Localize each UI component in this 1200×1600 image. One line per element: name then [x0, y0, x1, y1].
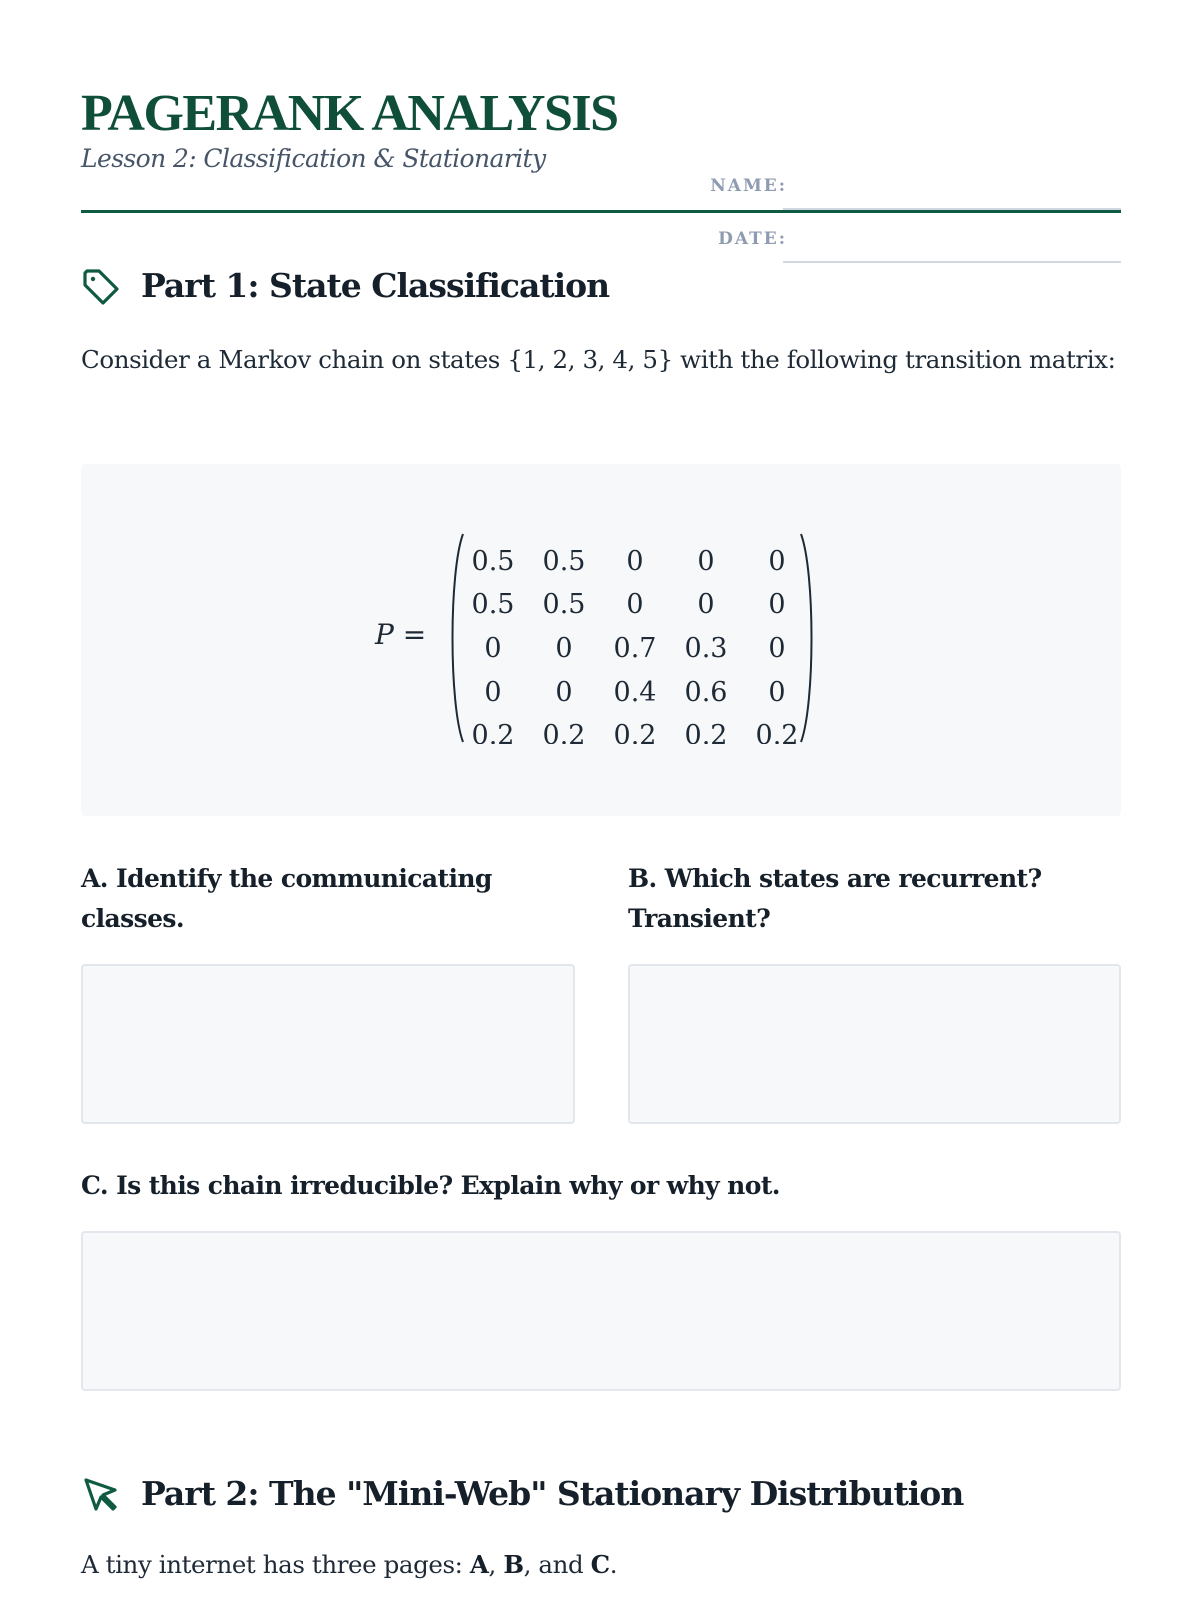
part2-intro-after: .: [609, 1550, 618, 1579]
matrix-cell: 0.5: [542, 589, 586, 620]
part2-sep1: ,: [488, 1550, 504, 1579]
matrix-cell: 0: [626, 589, 644, 620]
matrix-cell: 0.6: [684, 677, 728, 708]
answer-box-b[interactable]: [628, 964, 1121, 1124]
question-c: C. Is this chain irreducible? Explain why or why not.: [81, 1171, 780, 1200]
answer-box-a[interactable]: [81, 964, 575, 1124]
matrix-cell: 0.5: [471, 546, 515, 577]
page-b-label: B: [503, 1550, 524, 1579]
matrix-cell: 0: [484, 677, 502, 708]
matrix-cell: 0: [768, 546, 786, 577]
question-b: B. Which states are recurrent? Transient?: [628, 864, 1042, 933]
matrix-cell: 0.2: [471, 720, 515, 744]
matrix-cell: 0: [626, 546, 644, 577]
page-c-label: C: [590, 1550, 610, 1579]
matrix-cell: 0.5: [471, 589, 515, 620]
part2-title-text: Part 2: The "Mini-Web" Stationary Distribution: [141, 1474, 964, 1513]
date-field[interactable]: [707, 221, 1121, 261]
date-label: DATE:: [718, 229, 787, 249]
name-line[interactable]: [783, 208, 1121, 210]
lesson-subtitle: Lesson 2: Classification & Stationarity: [81, 144, 546, 173]
part2-intro-before: A tiny internet has three pages:: [81, 1550, 470, 1579]
part1-title-text: Part 1: State Classification: [141, 266, 610, 305]
part1-intro-before: Consider a Markov chain on states: [81, 345, 508, 374]
part1-heading: [81, 266, 609, 306]
matrix-cell: 0: [768, 589, 786, 620]
date-line[interactable]: [783, 261, 1121, 263]
name-field[interactable]: [707, 168, 1121, 208]
matrix-cell: 0: [768, 633, 786, 664]
matrix-cell: 0: [555, 633, 573, 664]
answer-box-c[interactable]: [81, 1231, 1121, 1391]
page-title: PAGERANK ANALYSIS: [81, 85, 618, 142]
matrix-cell: 0.2: [613, 720, 657, 744]
question-a: A. Identify the communicating classes.: [81, 864, 492, 933]
matrix-equals: =: [402, 618, 427, 651]
matrix-cell: 0.3: [684, 633, 728, 664]
state-set: {1, 2, 3, 4, 5}: [507, 345, 673, 374]
matrix-cell: 0.2: [542, 720, 586, 744]
tag-icon: [81, 267, 121, 307]
matrix-cell: 0.5: [542, 546, 586, 577]
matrix-cell: 0: [484, 633, 502, 664]
matrix-cell: 0.2: [755, 720, 799, 744]
name-label: NAME:: [710, 176, 787, 196]
part2-heading: [81, 1474, 963, 1514]
matrix-cell: 0.7: [613, 633, 657, 664]
page-a-label: A: [469, 1550, 489, 1579]
matrix-lhs: [375, 618, 426, 651]
matrix-cell: 0.2: [684, 720, 728, 744]
part1-intro-after: with the following transition matrix:: [672, 345, 1116, 374]
left-paren: [453, 534, 464, 742]
cursor-click-icon: [81, 1475, 121, 1515]
transition-matrix: [447, 532, 847, 744]
matrix-cell: 0: [555, 677, 573, 708]
matrix-cell: 0: [697, 589, 715, 620]
matrix-box: [81, 464, 1121, 816]
worksheet-header: [81, 84, 1121, 249]
part2-intro: [81, 1543, 1121, 1586]
matrix-cell: 0: [768, 677, 786, 708]
right-paren: [801, 534, 812, 742]
matrix-cell: 0.4: [613, 677, 657, 708]
part1-intro: [81, 338, 1121, 381]
matrix-symbol: P: [375, 618, 394, 651]
part2-sep2: , and: [523, 1550, 591, 1579]
matrix-cell: 0: [697, 546, 715, 577]
